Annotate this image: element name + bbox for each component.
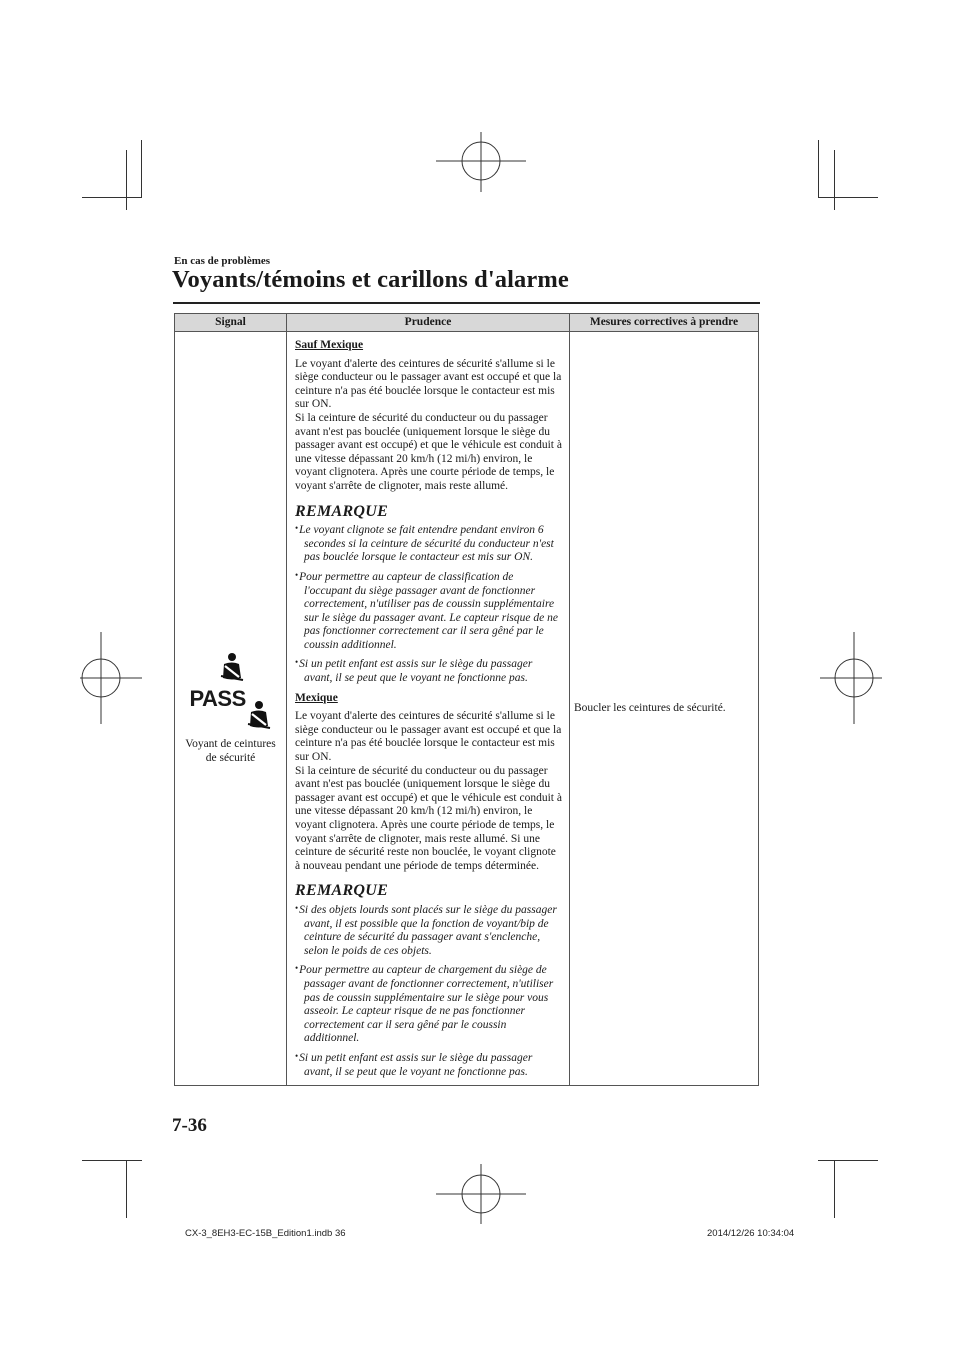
- page-title: Voyants/témoins et carillons d'alarme: [172, 266, 569, 293]
- signal-cell: [175, 332, 287, 1086]
- pass-indicator-text: PASS: [189, 685, 246, 711]
- print-file-name: CX-3_8EH3-EC-15B_Edition1.indb 36: [185, 1228, 346, 1239]
- action-cell: Boucler les ceintures de sécurité.: [570, 332, 759, 1086]
- note-item: • Pour permettre au capteur de chargement du siège de passager avant de fonctionner correctement, n'utiliser pas de coussin supplémentaire sur le siège pour vous asseoir. Le capteur risque de ne pas fonctionner correctement car il sera gêné par le coussin additionnel.: [295, 964, 563, 1046]
- crop-mark: [818, 1160, 878, 1161]
- column-header-prudence: Prudence: [287, 314, 570, 332]
- note-item: • Si des objets lourds sont placés sur le siège du passager avant, il est possible que la fonction de voyant/bip de ceinture de sécurité du passager avant s'enclenche, selon le poids de ces objets.: [295, 904, 563, 958]
- section-label: En cas de problèmes: [174, 255, 271, 267]
- column-header-action: Mesures correctives à prendre: [570, 314, 759, 332]
- subheading-sauf-mexique: Sauf Mexique: [295, 339, 364, 351]
- body-text: Le voyant d'alerte des ceintures de sécurité s'allume si le siège conducteur ou le passager avant est occupé et que la ceinture n'a pas été bouclée lorsque le contacteur est mis sur ON.: [295, 357, 562, 411]
- note-item: • Pour permettre au capteur de classification de l'occupant du siège passager avant de fonctionner correctement, n'utiliser pas de coussin supplémentaire sur le siège du passager avant. Le capteur risque de ne pas fonctionner correctement car il sera gêné par le coussin additionnel.: [295, 571, 563, 653]
- seatbelt-icon: [244, 700, 274, 732]
- registration-mark-icon: [80, 632, 142, 724]
- table-row: [175, 332, 759, 1086]
- body-text: Si la ceinture de sécurité du conducteur ou du passager avant n'est pas bouclée (uniquement lorsque le siège du passager avant est occupé) et que le véhicule est conduit à une vitesse dépassant 20 km/h (12 mi/h) environ, le voyant clignotera. Après une courte période de temps, le voyant s'arrête de clignoter, mais reste allumé. Si une ceinture de sécurité reste non bouclée, le voyant clignote à nouveau pendant une période de temps déterminée.: [295, 764, 562, 872]
- note-item: • Si un petit enfant est assis sur le siège du passager avant, il se peut que le voyant ne fonctionne pas.: [295, 1052, 563, 1079]
- registration-mark-icon: [436, 132, 526, 192]
- crop-mark: [834, 1160, 835, 1218]
- seatbelt-icon: [217, 652, 247, 684]
- crop-mark: [818, 140, 819, 198]
- body-text: Si la ceinture de sécurité du conducteur ou du passager avant n'est pas bouclée (uniquement lorsque le siège du passager avant est occupé) et que le véhicule est conduit à une vitesse dépassant 20 km/h (12 mi/h) environ, le voyant clignotera. Après une courte période de temps, le voyant s'arrête de clignoter, mais reste allumé.: [295, 411, 562, 492]
- crop-mark: [82, 197, 142, 198]
- warning-table: [174, 313, 759, 1086]
- crop-mark: [141, 140, 142, 198]
- prudence-cell: [287, 332, 570, 1086]
- column-header-signal: Signal: [175, 314, 287, 332]
- body-text: Le voyant d'alerte des ceintures de sécurité s'allume si le siège conducteur ou le passager avant est occupé et que la ceinture n'a pas été bouclée lorsque le contacteur est mis sur ON.: [295, 710, 562, 764]
- table-header-row: [175, 314, 759, 332]
- crop-mark: [126, 1160, 127, 1218]
- crop-mark: [818, 197, 878, 198]
- print-timestamp: 2014/12/26 10:34:04: [707, 1228, 795, 1239]
- signal-label: Voyant de ceintures de sécurité: [185, 737, 276, 764]
- note-item: • Le voyant clignote se fait entendre pendant environ 6 secondes si la ceinture de sécurité du conducteur n'est pas bouclée lorsque le contacteur est mis sur ON.: [295, 524, 563, 565]
- crop-mark: [834, 150, 835, 210]
- remarque-heading: REMARQUE: [295, 502, 389, 520]
- crop-mark: [126, 150, 127, 210]
- crop-mark: [82, 1160, 142, 1161]
- subheading-mexique: Mexique: [295, 691, 338, 704]
- registration-mark-icon: [436, 1164, 526, 1224]
- registration-mark-icon: [820, 632, 882, 724]
- remarque-heading: REMARQUE: [295, 882, 389, 900]
- note-item: • Si un petit enfant est assis sur le siège du passager avant, il se peut que le voyant ne fonctionne pas.: [295, 658, 563, 685]
- seatbelt-warning-icons: [186, 652, 276, 736]
- title-divider: [173, 302, 760, 304]
- page-number: 7-36: [172, 1115, 207, 1136]
